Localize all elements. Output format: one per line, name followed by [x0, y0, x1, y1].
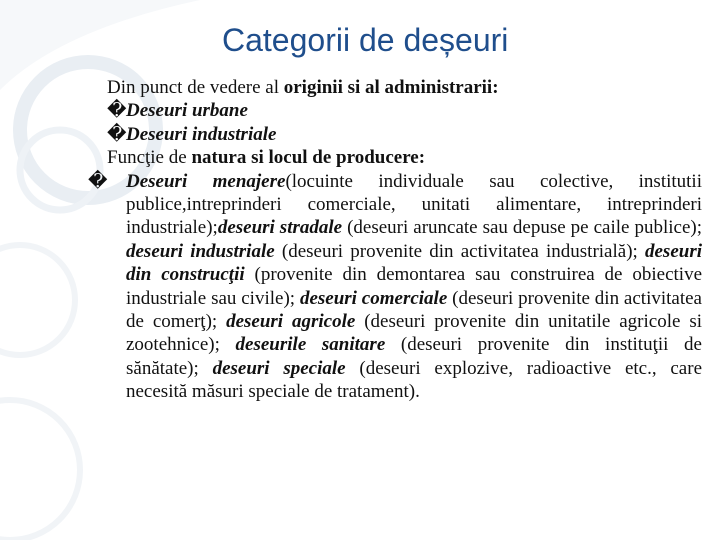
list-item [107, 99, 702, 122]
origin-line [107, 76, 702, 99]
bullet-icon: � [107, 100, 127, 122]
desc-agricole: (deseuri provenite din unitatile agricole si zootehnice); [126, 311, 702, 356]
bullet-icon: � [107, 123, 127, 145]
term-sanitare: deseurile sanitare [235, 334, 386, 356]
term-industriale: deseuri industriale [126, 240, 275, 262]
list-item-label: Deseuri urbane [126, 100, 248, 122]
origin-label: originii si al administrarii: [283, 77, 499, 98]
list-item [107, 123, 702, 146]
content-body [88, 76, 702, 404]
term-comerciale: deseuri comerciale [299, 287, 448, 309]
origin-prefix: Din punct de vedere al [107, 77, 284, 98]
desc-sanitare: (deseuri provenite din instituţii de sănătate); [126, 334, 702, 379]
source-prefix: Funcţie de [107, 147, 192, 169]
term-agricole: deseuri agricole [226, 311, 356, 333]
desc-menajere: (locuinte individuale sau colective, institutii publice,intreprinderi comerciale, unitati alimentare, intreprinderi industriale); [126, 170, 702, 239]
source-label: natura si locul de producere: [191, 147, 426, 169]
source-line [107, 146, 702, 169]
desc-speciale: (deseuri explozive, radioactive etc., care necesită măsuri speciale de tratament). [126, 357, 702, 403]
term-constructii: deseuri din construcţii [126, 240, 702, 286]
term-stradale: deseuri stradale [217, 217, 343, 239]
list-item-label: Deseuri industriale [126, 123, 277, 145]
term-menajere: Deseuri menajere [126, 170, 286, 192]
page-title: Categorii de deșeuri [222, 22, 509, 58]
categories-paragraph [88, 170, 702, 404]
bullet-icon: � [88, 170, 108, 192]
term-speciale: deseuri speciale [212, 357, 346, 379]
desc-industriale: (deseuri provenite din activitatea industrială); [274, 240, 645, 262]
desc-stradale: (deseuri aruncate sau depuse pe caile publice); [342, 217, 702, 239]
desc-comerciale: (deseuri provenite din activitatea de comerţ); [126, 287, 702, 333]
desc-constructii: (provenite din demontarea sau construirea de obiective industriale sau civile); [126, 264, 702, 309]
